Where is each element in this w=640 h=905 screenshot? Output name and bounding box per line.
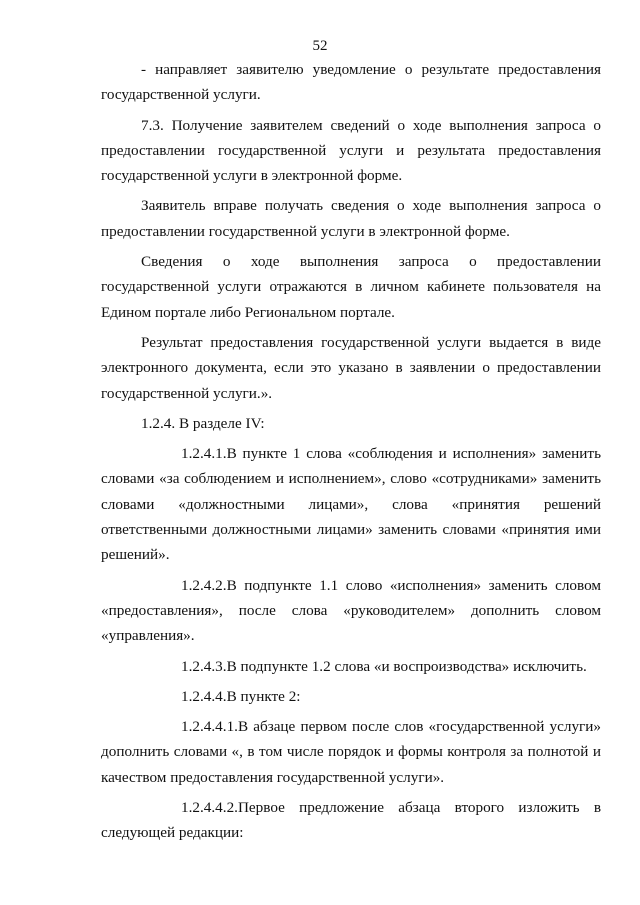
paragraph-text: 1.2.4. В разделе IV: (141, 414, 265, 432)
paragraph-text: В абзаце первом после слов «государственной услуги» дополнить словами «, в том числе порядок и формы контроля за полнотой и качеством предоставления государственной услуги». (101, 718, 601, 786)
paragraph-7-3 (101, 113, 601, 189)
paragraph-1-2-4-2 (101, 573, 601, 649)
paragraph-1-2-4-4-2 (101, 795, 601, 846)
paragraph-text: В пункте 2: (226, 687, 301, 705)
paragraph-text: Первое предложение абзаца второго изложить в следующей редакции: (101, 799, 601, 842)
paragraph-applicant-right (101, 193, 601, 244)
paragraph-text: В пункте 1 слова «соблюдения и исполнения» заменить словами «за соблюдением и исполнением», слово «сотрудниками» заменить словами «должностными лицами», слова «принятия решений ответственными должностными лицами» заменить словами «принятия ими решений». (101, 445, 601, 564)
page-number: 52 (312, 38, 328, 54)
clause-number: 1.2.4.4.2. (181, 799, 238, 817)
paragraph-text: Заявитель вправе получать сведения о ходе выполнения запроса о предоставлении государственной услуги в электронной форме. (101, 197, 601, 240)
paragraph-text: В подпункте 1.1 слово «исполнения» заменить словом «предоставления», после слова «руководителем» дополнить словом «управления». (101, 576, 601, 645)
paragraph-text: 7.3. Получение заявителем сведений о ходе выполнения запроса о предоставлении государственной услуги и результата предоставления государственной услуги в электронной форме. (101, 116, 601, 185)
paragraph-text: Сведения о ходе выполнения запроса о предоставлении государственной услуги отражаются в личном кабинете пользователя на Едином портале либо Региональном портале. (101, 253, 601, 321)
paragraph-1-2-4-4 (101, 684, 601, 709)
clause-number: 1.2.4.3. (181, 657, 227, 675)
document-body (101, 57, 601, 846)
paragraph-text: Результат предоставления государственной услуги выдается в виде электронного документа, если это указано в заявлении о предоставлении государственной услуги.». (101, 333, 601, 402)
paragraph-1-2-4-3 (101, 654, 601, 679)
paragraph-text: - направляет заявителю уведомление о результате предоставления государственной услуги. (101, 61, 601, 104)
paragraph-1 (101, 57, 601, 108)
paragraph-1-2-4 (101, 411, 601, 436)
clause-number: 1.2.4.1. (181, 445, 227, 463)
paragraph-1-2-4-1 (101, 441, 601, 567)
paragraph-text: В подпункте 1.2 слова «и воспроизводства» исключить. (226, 657, 587, 675)
clause-number: 1.2.4.4. (181, 687, 227, 705)
clause-number: 1.2.4.2. (181, 576, 227, 594)
paragraph-result-electronic (101, 330, 601, 406)
paragraph-1-2-4-4-1 (101, 714, 601, 790)
paragraph-info-cabinet (101, 249, 601, 325)
clause-number: 1.2.4.4.1. (181, 718, 238, 736)
